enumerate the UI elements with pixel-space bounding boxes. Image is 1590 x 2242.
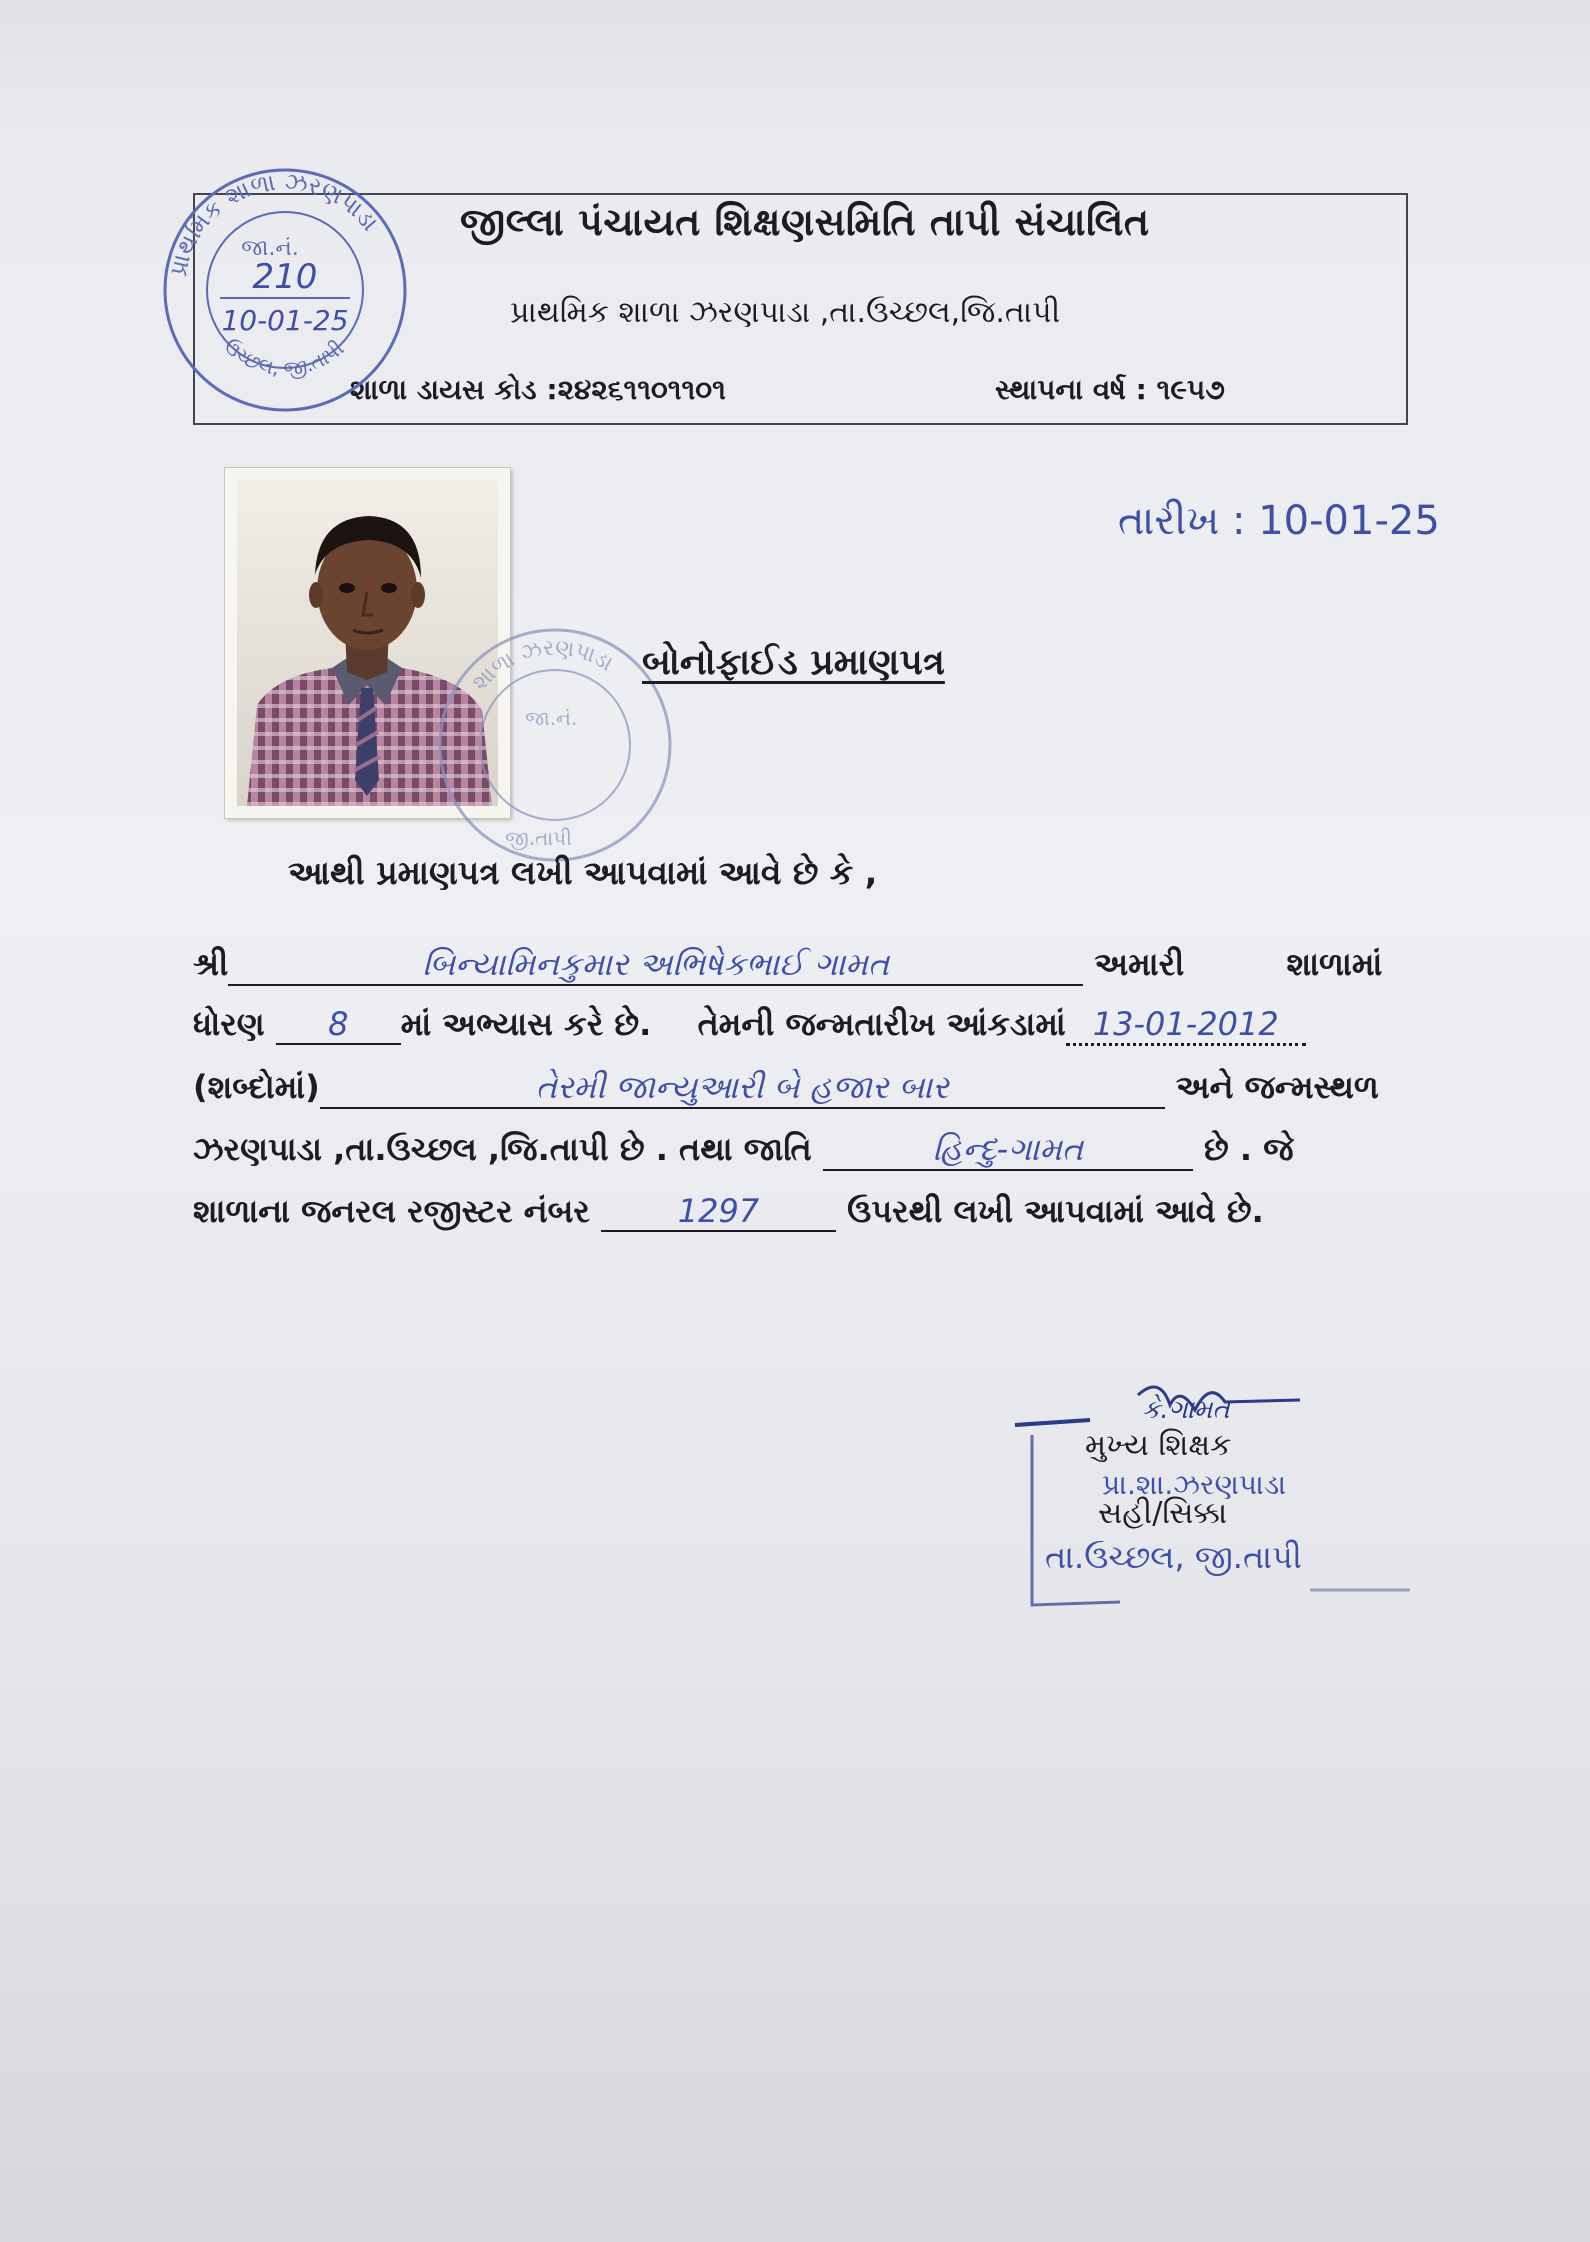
honorific: શ્રી	[193, 945, 229, 983]
dise-code: શાળા ડાયસ કોડ :૨૪૨૬૧૧૦૧૧૦૧	[350, 373, 726, 406]
established-year: સ્થાપના વર્ષ : ૧૯૫૭	[995, 373, 1225, 406]
standard-value: 8	[276, 1005, 401, 1045]
birth-date-words: તેરમી જાન્યુઆરી બે હજાર બાર	[320, 1068, 1165, 1109]
paper-shade-top	[0, 0, 1590, 150]
paper-shade-bottom	[0, 1580, 1590, 2242]
letterhead-title: જીલ્લા પંચાયત શિક્ષણસમિતિ તાપી સંચાલિત	[460, 200, 1150, 244]
signatory-school-stamp: પ્રા.શા.ઝરણપાડા	[1102, 1468, 1287, 1501]
svg-text:ઉચ્છલ, જી.તાપી	[219, 334, 348, 381]
body-line-standard	[193, 1005, 1408, 1046]
handwritten-signature: કે.ગામત	[1142, 1395, 1230, 1425]
birthplace-label: અને જન્મસ્થળ	[1175, 1068, 1379, 1106]
faded-stamp-place: જી.તાપી	[505, 826, 572, 850]
stamp-ref-date: 10-01-25	[221, 304, 349, 337]
standard-label: ધોરણ	[193, 1005, 265, 1043]
issue-date: તારીખ : 10-01-25	[1118, 498, 1440, 544]
birthplace-text: ઝરણપાડા ,તા.ઉચ્છલ ,જિ.તાપી છે . તથા જાતિ	[193, 1130, 812, 1168]
intro-text: આથી પ્રમાણપત્ર લખી આપવામાં આવે છે કે ,	[288, 853, 878, 892]
stamp-bottom-text: ઉચ્છલ, જી.તાપી	[219, 334, 349, 381]
letterhead-school: પ્રાથમિક શાળા ઝરણપાડા ,તા.ઉચ્છલ,જિ.તાપી	[510, 295, 1061, 330]
words-label: (શબ્દોમાં)	[193, 1068, 320, 1106]
faded-stamp-text: શાળા ઝરણપાડા	[467, 635, 618, 696]
school-round-stamp	[155, 160, 415, 420]
signature-block	[1010, 1380, 1410, 1620]
register-suffix: ઉપરથી લખી આપવામાં આવે છે.	[847, 1192, 1264, 1230]
signatory-place: તા.ઉચ્છલ, જી.તાપી	[1045, 1538, 1302, 1576]
birth-date-label: તેમની જન્મતારીખ આંકડામાં	[697, 1005, 1066, 1043]
body-line-place	[193, 1130, 1408, 1171]
body-line-register	[193, 1192, 1408, 1232]
standard-middle: માં અભ્યાસ કરે છે.	[400, 1005, 652, 1043]
body-line-birth-words	[193, 1068, 1408, 1109]
body-line-name	[193, 945, 1408, 986]
stamp-outer-text: પ્રાથમિક શાળા ઝરણપાડા	[163, 167, 385, 279]
svg-text:શાળા ઝરણપાડા	[468, 636, 617, 696]
line1-suffix-a: અમારી	[1094, 945, 1185, 983]
stamp-ref-label: જા.નં.	[241, 236, 299, 261]
line1-suffix-b: શાળામાં	[1286, 945, 1383, 983]
stamp-ref-number: 210	[252, 257, 318, 297]
birth-date-value: 13-01-2012	[1066, 1005, 1306, 1046]
certificate-title: બોનોફાઈડ પ્રમાણપત્ર	[642, 642, 945, 683]
student-name: બિન્યામિનકુમાર અભિષેકભાઈ ગામત	[228, 945, 1083, 986]
caste-value: હિન્દુ-ગામત	[823, 1130, 1193, 1171]
faded-stamp-ref: જા.નં.	[525, 706, 578, 730]
register-label: શાળાના જનરલ રજીસ્ટર નંબર	[193, 1192, 590, 1230]
register-number: 1297	[601, 1192, 836, 1232]
signatory-role: મુખ્ય શિક્ષક	[1085, 1428, 1232, 1463]
caste-suffix: છે . જે	[1204, 1130, 1294, 1168]
signature-label: સહી/સિક્કા	[1098, 1496, 1228, 1531]
